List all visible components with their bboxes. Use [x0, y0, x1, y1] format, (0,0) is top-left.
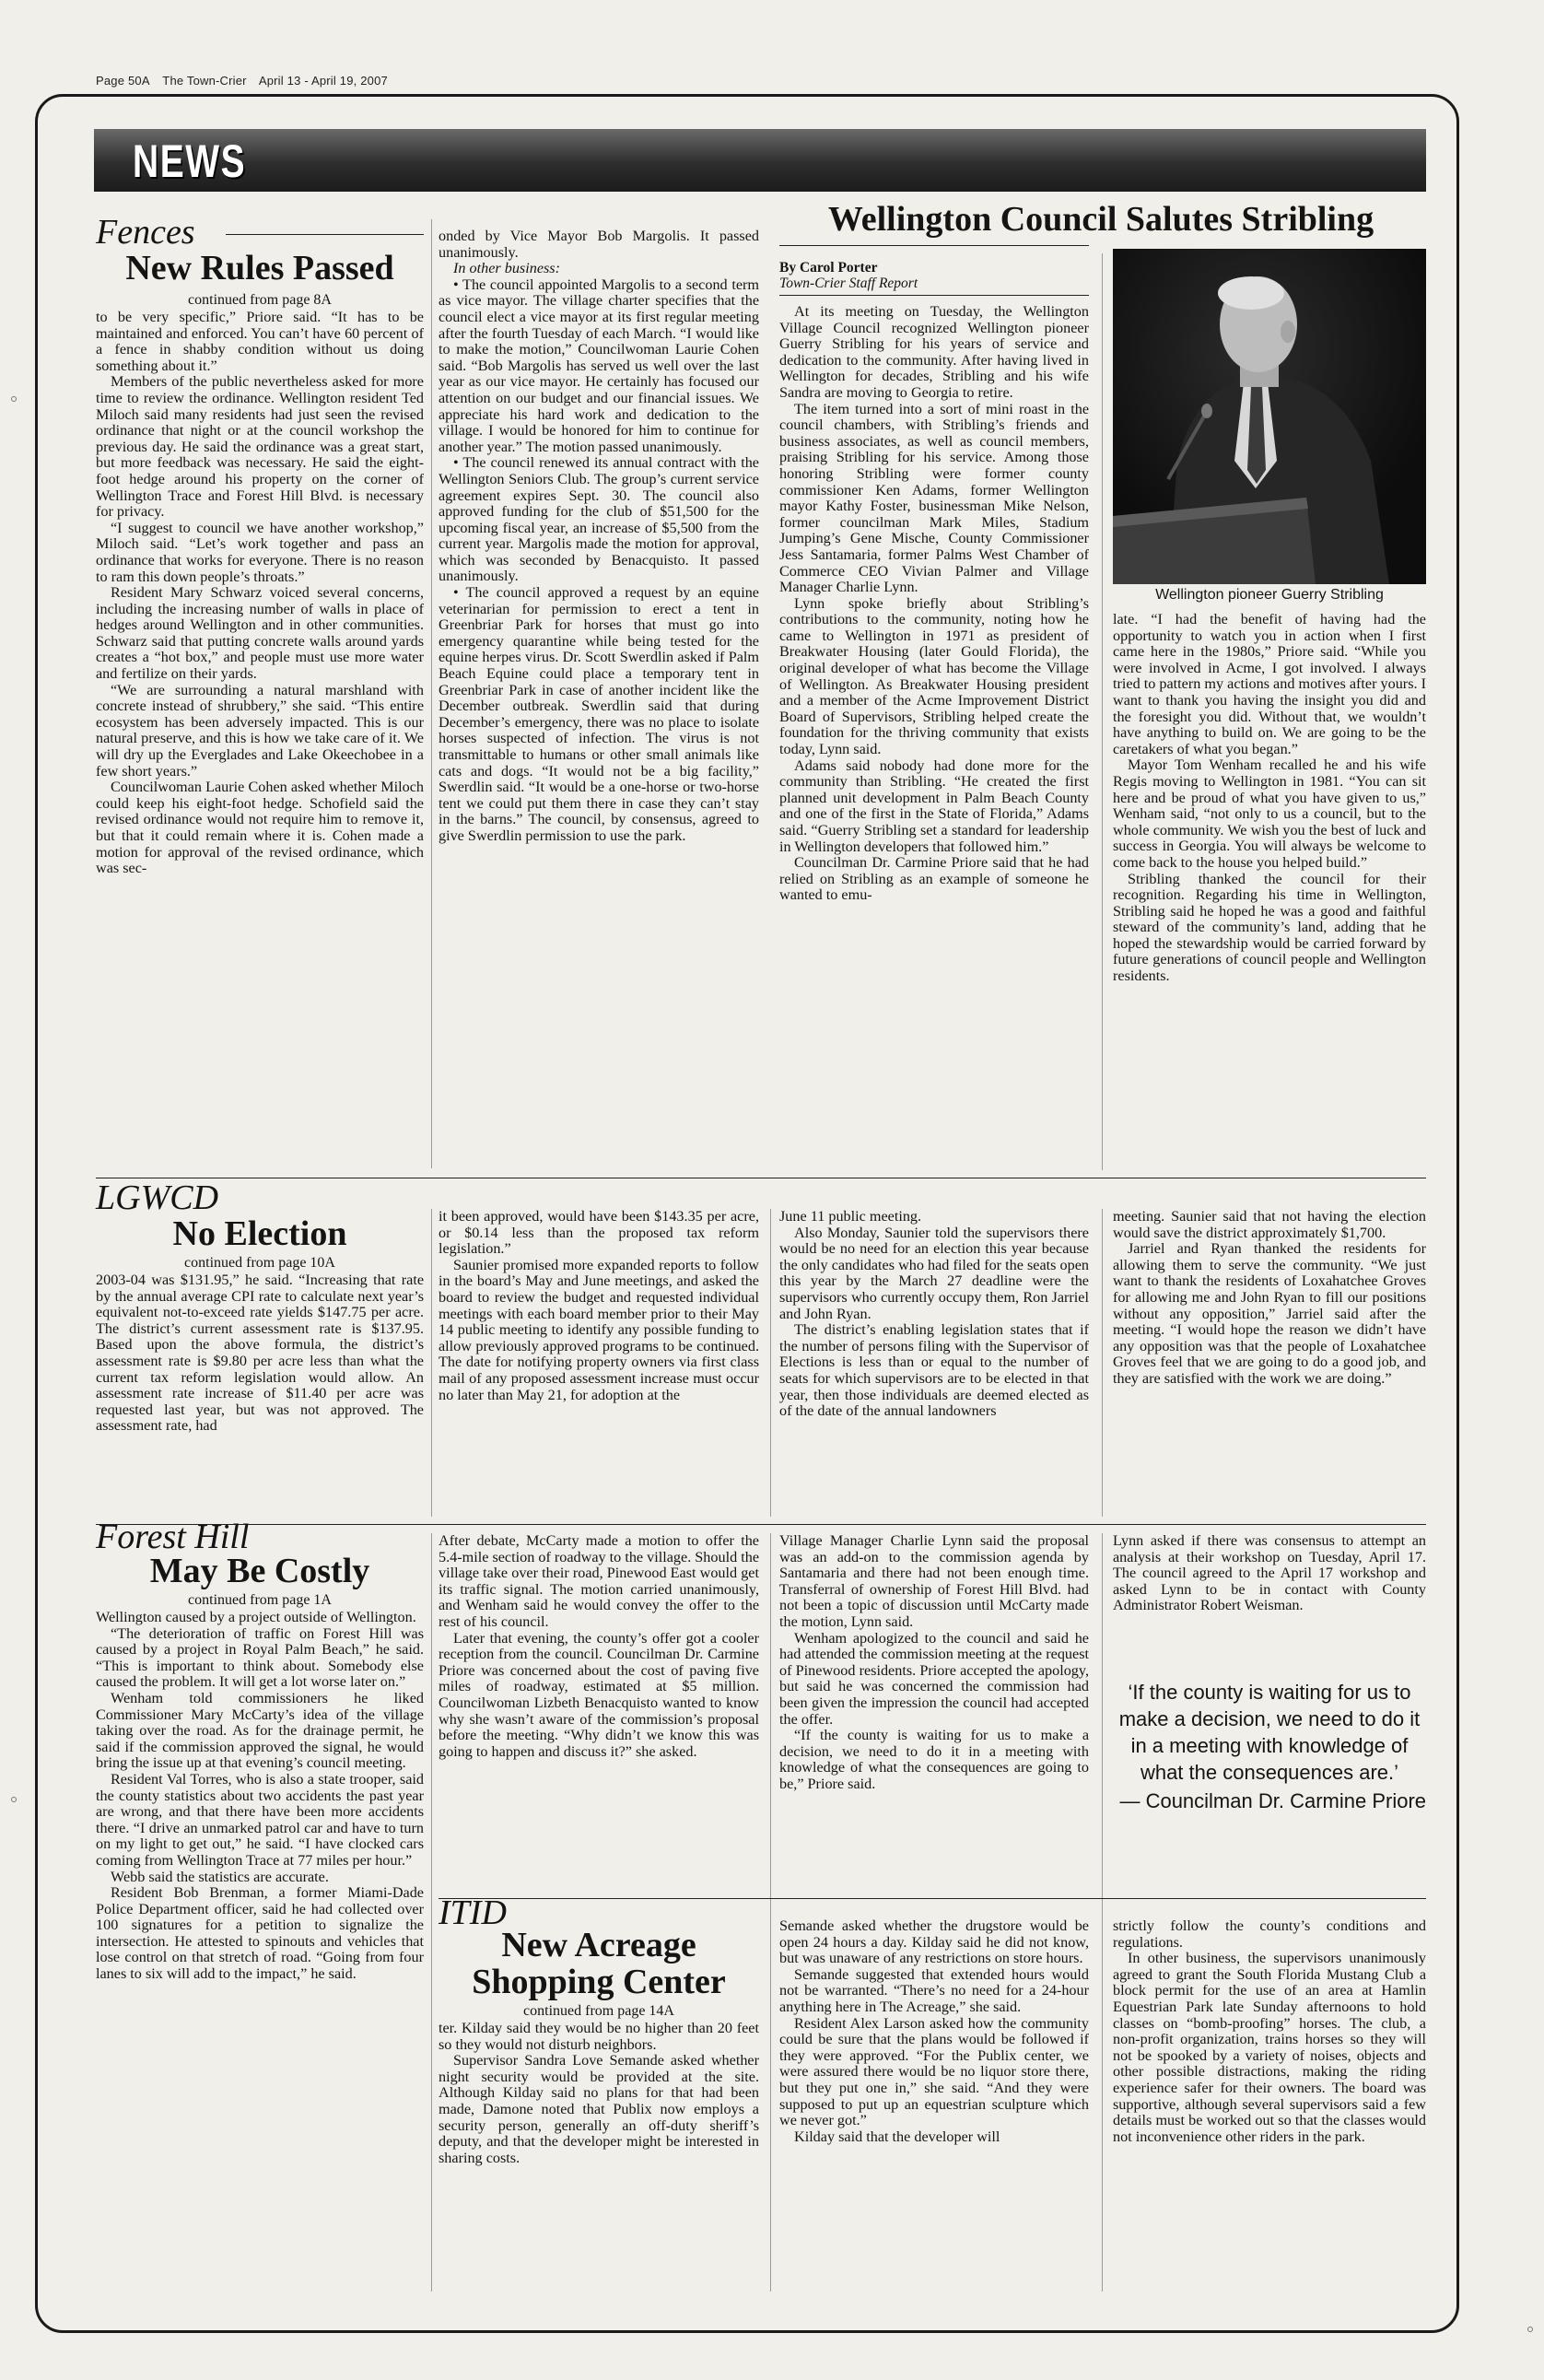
- lgwcd-headline: No Election: [172, 1214, 347, 1253]
- forest-column-3: [779, 1533, 1089, 1885]
- page-folio: [96, 74, 397, 88]
- paragraph: Wellington caused by a project outside of Wellington.: [96, 1610, 416, 1625]
- pull-quote-text: ‘If the county is waiting for us to make a decision, we need to do it in a meeting with knowledge of what the consequences are.’: [1118, 1681, 1421, 1784]
- itid-headline-line-2: Shopping Center: [472, 1963, 726, 2001]
- column-divider: [431, 1209, 432, 1517]
- registration-mark: [11, 1797, 17, 1802]
- paragraph: it been approved, would have been $143.35 per acre, or $0.14 less than the proposed tax reform legislation.”: [439, 1209, 759, 1258]
- paragraph: Village Manager Charlie Lynn said the proposal was an add-on to the commission agenda by Santamaria and there had not been enough time. Transferral of ownership of Forest Hill Blvd. had not been a topic of discussion until McCarty made the motion, Lynn said.: [779, 1533, 1089, 1630]
- paragraph: At its meeting on Tuesday, the Wellington Village Council recognized Wellington pioneer Guerry Stribling for his years of service and dedication to the community. After having lived in Wellington for decades, Stribling and his wife Sandra are moving to Georgia to retire.: [779, 304, 1089, 401]
- fences-headline: New Rules Passed: [125, 249, 394, 287]
- paragraph: Mayor Tom Wenham recalled he and his wife Regis moving to Wellington in 1981. “You can sit here and be proud of what you have given to us,” Wenham said, “not only to us a council, but to the whole community. We wish you the best of luck and success in Georgia. You will always be welcome to come back to the house you helped build.”: [1113, 756, 1426, 871]
- section-banner: [94, 129, 1426, 192]
- paragraph: The item turned into a sort of mini roast in the council chambers, with Stribling’s friends and business associates, as well as council members, praising Stribling for his service. Among those honoring Stribling were former county commissioner Ken Adams, former Wellington mayor Kathy Foster, businessman Mike Nelson, former councilman Mark Miles, Stadium Jumping’s Gene Mische, County Commissioner Jess Santamaria, former Palms West Chamber of Commerce CEO Vivian Palmer and Village Manager Charlie Lynn.: [779, 400, 1089, 596]
- lgwcd-continued: continued from page 10A: [184, 1255, 335, 1271]
- forest-column-1: [96, 1610, 424, 2292]
- pull-quote: [1113, 1679, 1426, 1814]
- section-divider: [96, 1524, 1426, 1525]
- paragraph: Semande asked whether the drugstore would be open 24 hours a day. Kilday said he did not know, but was unaware of any restrictions on store hours.: [779, 1918, 1089, 1967]
- paragraph: Semande suggested that extended hours would not be warranted. “There’s no need for a 24-hour anything here in The Acreage,” she said.: [779, 1965, 1089, 2015]
- paragraph: Jarriel and Ryan thanked the residents for allowing them to serve the community. “We just want to thank the residents of Loxahatchee Groves for allowing me and John Ryan to fill our positions without any opposition,” Jarriel said after the meeting. “I would hope the reason we didn’t have any opposition was that the people of Loxahatchee Groves feel that we are going to do a good job, and they are satisfied with the work we are doing.”: [1113, 1240, 1426, 1387]
- column-divider: [1102, 1533, 1103, 2292]
- paragraph: meeting. Saunier said that not having the election would save the district approximately $1,700.: [1113, 1209, 1426, 1241]
- paragraph: Members of the public nevertheless asked for more time to review the ordinance. Wellington resident Ted Miloch said many residents had just seen the revised ordinance that night or at the council workshop the previous day. He said the ordinance was a great start, but more feedback was necessary. He said the eight-foot hedge around his property on the corner of Wellington Trace and Forest Hill Blvd. is necessary for privacy.: [96, 373, 424, 521]
- paragraph: Saunier promised more expanded reports to follow in the board’s May and June meetings, and asked the board to review the budget and requested individual meetings with each board member prior to their May 14 public meeting to identify any possible funding to allow previously approved programs to be continued. The date for notifying property owners via first class mail of any proposed assessment increase must occur no later than May 21, for adoption at the: [439, 1256, 759, 1403]
- paragraph: Wenham apologized to the council and said he had attended the commission meeting at the request of Pinewood residents. Priore accepted the apology, but said he was concerned the commission had been given the impression the council had accepted the offer.: [779, 1629, 1089, 1728]
- paragraph: • The council renewed its annual contract with the Wellington Seniors Club. The group’s current service agreement expires Sept. 30. The council also approved funding for the club of $51,500 for the upcoming fiscal year, an increase of $5,500 from the current year. Margolis made the motion for approval, which was seconded by Benacquisto. It passed unanimously.: [439, 454, 759, 585]
- pull-quote-attribution: — Councilman Dr. Carmine Priore: [1119, 1789, 1426, 1812]
- paragraph: Resident Mary Schwarz voiced several concerns, including the increasing number of walls in place of hedges around Wellington and in other communities. Schwarz said that putting concrete walls around yards creates a “hot box,” and people must use more water and fertilize on their yards.: [96, 584, 424, 683]
- itid-column-3: [779, 1918, 1089, 2292]
- paragraph: “The deterioration of traffic on Forest Hill was caused by a project in Royal Palm Beach,” he said. “This is important to think about. Somebody else caused the problem. It will get a lot worse later on.”: [96, 1624, 424, 1691]
- lgwcd-column-3: [779, 1209, 1089, 1517]
- forest-kicker: Forest Hill: [96, 1518, 250, 1556]
- section-label: NEWS: [133, 135, 247, 187]
- stribling-column-2: [1113, 612, 1426, 1170]
- fences-column-1: [96, 310, 424, 1170]
- byline-staff: Town-Crier Staff Report: [779, 276, 918, 291]
- paragraph: Wenham told commissioners he liked Commissioner Mary McCarty’s idea of the village taking over the road. As for the drainage permit, he said if the commission approved the signal, he would bring the issue up at that evening’s council meeting.: [96, 1689, 424, 1772]
- paragraph: 2003-04 was $131.95,” he said. “Increasing that rate by the annual average CPI rate to calculate next year’s equivalent not-to-exceed rate yields $147.75 per acre. The district’s current assessment rate is $137.95. Based upon the above formula, the district’s assessment rate is $9.80 per acre less than what the current tax reform legislation would allow. An assessment rate increase of $11.40 per acre was requested last year, but was not approved. The assessment rate, had: [96, 1272, 424, 1435]
- paragraph: Later that evening, the county’s offer got a cooler reception from the council. Councilman Dr. Carmine Priore was concerned about the cost of paving five miles of roadway, estimated at $5 million. Councilwoman Lizbeth Benacquisto wanted to know why she wasn’t aware of the commission’s proposal before the meeting. “Why didn’t we know this was going to happen and discuss it?” she asked.: [439, 1629, 759, 1760]
- paragraph: • The council approved a request by an equine veterinarian for permission to erect a tent in Greenbriar Park for horses that must go into emergency quarantine while being tested for the equine herpes virus. Dr. Scott Swerdlin asked if Palm Beach Equine could place a temporary tent in Greenbriar Park in case of another incident like the December outbreak. Swerdlin said that during December’s emergency, there was no place to isolate horses suspected of infection. The virus is not transmittable to humans or other small animals like cats and dogs. “It would not be a big facility,” Swerdlin said. “It would be a one-horse or two-horse tent we could put them there in case they can’t stay in the barns.” The council, by consensus, agreed to give Swerdlin permission to use the park.: [439, 584, 759, 844]
- paragraph: Stribling thanked the council for their recognition. Regarding his time in Wellington, Stribling said he hoped he was a good and faithful steward of the community’s land, adding that he hoped the stewardship would be carried forward by future generations of council people and Wellington residents.: [1113, 870, 1426, 985]
- paragraph: to be very specific,” Priore said. “It has to be maintained and enforced. You can’t have 60 percent of a fence in shabby condition without us doing something about it.”: [96, 310, 424, 374]
- paragraph: Webb said the statistics are accurate.: [111, 1868, 329, 1885]
- itid-column-4: [1113, 1918, 1426, 2292]
- paragraph: ter. Kilday said they would be no higher than 20 feet so they would not disturb neighbors.: [439, 2021, 759, 2053]
- paragraph: Lynn spoke briefly about Stribling’s contributions to the community, noting how he came to Wellington in 1971 as president of Breakwater Housing (later Gould Florida), the original developer of what has become the Village of Wellington. As Breakwater Housing president and a member of the Acme Improvement District Board of Supervisors, Stribling helped create the foundation for the thriving community that exists today, Lynn said.: [779, 594, 1089, 758]
- headline-rule: [779, 245, 1089, 246]
- page-number: Page 50A: [96, 74, 150, 88]
- paragraph: Resident Val Torres, who is also a state trooper, said the county statistics about two accidents the past year are wrong, and that there have been more accidents there. “I drive an unmarked patrol car and have to turn on my light to get out,” he said. “I have clocked cars coming from Wellington Trace at 77 miles per hour.”: [96, 1770, 424, 1869]
- kicker-rule: [226, 234, 424, 235]
- column-divider: [431, 1533, 432, 2292]
- column-divider: [1102, 1209, 1103, 1517]
- paragraph: Adams said nobody had done more for the community than Stribling. “He created the first planned unit development in Palm Beach County and one of the first in the State of Florida,” Adams said. “Guerry Stribling set a standard for leadership in Wellington developers that followed him.”: [779, 756, 1089, 855]
- paragraph: Resident Alex Larson asked how the community could be sure that the plans would be followed if they were approved. “For the Publix center, we were assured there would be no liquor store there, but they put one in,” she said. “And they were supposed to put up an equestrian sculpture which we never got.”: [779, 2014, 1089, 2129]
- paragraph: Supervisor Sandra Love Semande asked whether night security would be provided at the site. Although Kilday said no plans for that had been made, Damone noted that Publix now employs a security person, generally an off-duty sheriff’s deputy, and that the developer might be interested in sharing costs.: [439, 2052, 759, 2166]
- forest-column-4: [1113, 1533, 1426, 1671]
- paragraph: onded by Vice Mayor Bob Margolis. It passed unanimously.: [439, 229, 759, 261]
- forest-continued: continued from page 1A: [188, 1592, 332, 1608]
- paragraph: strictly follow the county’s conditions and regulations.: [1113, 1918, 1426, 1951]
- paragraph: Also Monday, Saunier told the supervisors there would be no need for an election this year because the only candidates who had filed for the seats open this year by the March 27 deadline were the supervisors who currently occupy them, Ron Jarriel and John Ryan.: [779, 1224, 1089, 1322]
- byline-author: By Carol Porter: [779, 260, 878, 276]
- fences-continued: continued from page 8A: [188, 292, 332, 308]
- paragraph: Councilman Dr. Carmine Priore said that he had relied on Stribling as an example of someone he wanted to emu-: [779, 854, 1089, 904]
- registration-mark: [1527, 2327, 1533, 2332]
- newspaper-name: The Town-Crier: [162, 74, 247, 88]
- itid-kicker: ITID: [439, 1893, 507, 1932]
- lgwcd-column-4: [1113, 1209, 1426, 1517]
- paragraph: Resident Bob Brenman, a former Miami-Dade Police Department officer, said he had collected over 100 signatures for a petition to signalize the intersection. He attested to spinouts and vehicles that lose control on that stretch of road. “Going from four lanes to six will add to the impact,” he said.: [96, 1884, 424, 1983]
- paragraph: • The council appointed Margolis to a second term as vice mayor. The village charter specifies that the council elect a vice mayor at its first regular meeting after the fourth Tuesday of each March. “I would like to make the motion,” Councilwoman Laurie Cohen said. “Bob Margolis has served us well over the last year as our vice mayor. He certainly has focused our attention on our budget and our financial issues. We appreciate his hard work and dedication to the village. I would be honored for him to continue for another year.” The motion passed unanimously.: [439, 276, 759, 455]
- paragraph: June 11 public meeting.: [779, 1209, 922, 1225]
- issue-dates: April 13 - April 19, 2007: [258, 74, 388, 88]
- lgwcd-column-1: [96, 1272, 424, 1516]
- itid-continued: continued from page 14A: [523, 2003, 674, 2019]
- portrait-illustration: [1113, 249, 1426, 584]
- column-divider: [1102, 253, 1103, 1170]
- paragraph: Lynn asked if there was consensus to attempt an analysis at their workshop on Tuesday, April 17. The council agreed to the April 17 workshop and asked Lynn to be in contact with County Administrator Robert Weisman.: [1113, 1533, 1426, 1614]
- lgwcd-column-2: [439, 1209, 759, 1517]
- column-divider: [770, 1209, 771, 1517]
- registration-mark: [11, 396, 17, 402]
- paragraph: The district’s enabling legislation states that if the number of persons filing with the Supervisor of Elections is less than or equal to the number of seats for which supervisors are to be elected in that year, then those individuals are deemed elected as of the date of the annual landowners: [779, 1321, 1089, 1420]
- paragraph: After debate, McCarty made a motion to offer the 5.4-mile section of roadway to the village. Should the village take over their road, Pinewood East would get its traffic signal. The motion carried unanimously, and Wenham said he would convey the offer to the rest of his council.: [439, 1533, 759, 1630]
- forest-column-2: [439, 1533, 759, 1885]
- paragraph: “I suggest to council we have another workshop,” Miloch said. “Let’s work together and pass an ordinance that works for everyone. There is no reason to ram this down people’s throats.”: [96, 519, 424, 585]
- column-divider: [431, 219, 432, 1168]
- stribling-photo: [1113, 249, 1426, 584]
- paragraph: “We are surrounding a natural marshland with concrete instead of shrubbery,” she said. “This entire ecosystem has been adversely impacted. This is our natural preserve, and this is how we take care of it. We will dry up the Everglades and Lake Okeechobee in a few short years.”: [96, 681, 424, 780]
- photo-caption: Wellington pioneer Guerry Stribling: [1155, 587, 1384, 603]
- stribling-headline: Wellington Council Salutes Stribling: [827, 200, 1374, 239]
- paragraph: Kilday said that the developer will: [794, 2128, 1000, 2145]
- fences-kicker: Fences: [96, 213, 195, 252]
- subhead-in-other-business: In other business:: [453, 260, 560, 277]
- stribling-column-1: [779, 304, 1089, 1170]
- paragraph: In other business, the supervisors unanimously agreed to grant the South Florida Mustang Club a block permit for the use of an area at Hamlin Equestrian Park late Sunday afternoons to hold classes on “bomb-proofing” horses. The club, a non-profit organization, trains horses so they will not be spooked by a variety of noises, objects and other possible distractions, making the riding experience safer for their owners. The board was supportive, although several supervisors said a few details must be worked out so that the classes would not inconvenience other riders in the park.: [1113, 1950, 1426, 2145]
- itid-headline-line-1: New Acreage: [501, 1926, 696, 1964]
- paragraph: Councilwoman Laurie Cohen asked whether Miloch could keep his eight-foot hedge. Schofield said the revised ordinance would not require him to remove it, but that it could remain where it is. Cohen made a motion for approval of the revised ordinance, which was sec-: [96, 779, 424, 877]
- lgwcd-kicker: LGWCD: [96, 1178, 219, 1217]
- column-divider: [770, 1533, 771, 2292]
- byline-rule: [779, 295, 1089, 296]
- byline: [779, 260, 1089, 291]
- itid-column-2: [439, 2021, 759, 2292]
- paragraph: “If the county is waiting for us to make a decision, we need to do it in a meeting with knowledge of what the consequences are going to be,” Priore said.: [779, 1727, 1089, 1792]
- forest-headline: May Be Costly: [149, 1552, 370, 1590]
- paragraph: late. “I had the benefit of having had the opportunity to watch you in action when I first came here in the 1980s,” Priore said. “While you were involved in Acme, I got involved. I always tried to pattern my actions and motives after yours. I want to thank you having the insight you did and the foresight you did. Without that, we wouldn’t have anything to build on. We are going to be the caretakers of what you began.”: [1113, 612, 1426, 757]
- section-divider: [439, 1898, 1426, 1899]
- fences-column-2: [439, 229, 759, 1168]
